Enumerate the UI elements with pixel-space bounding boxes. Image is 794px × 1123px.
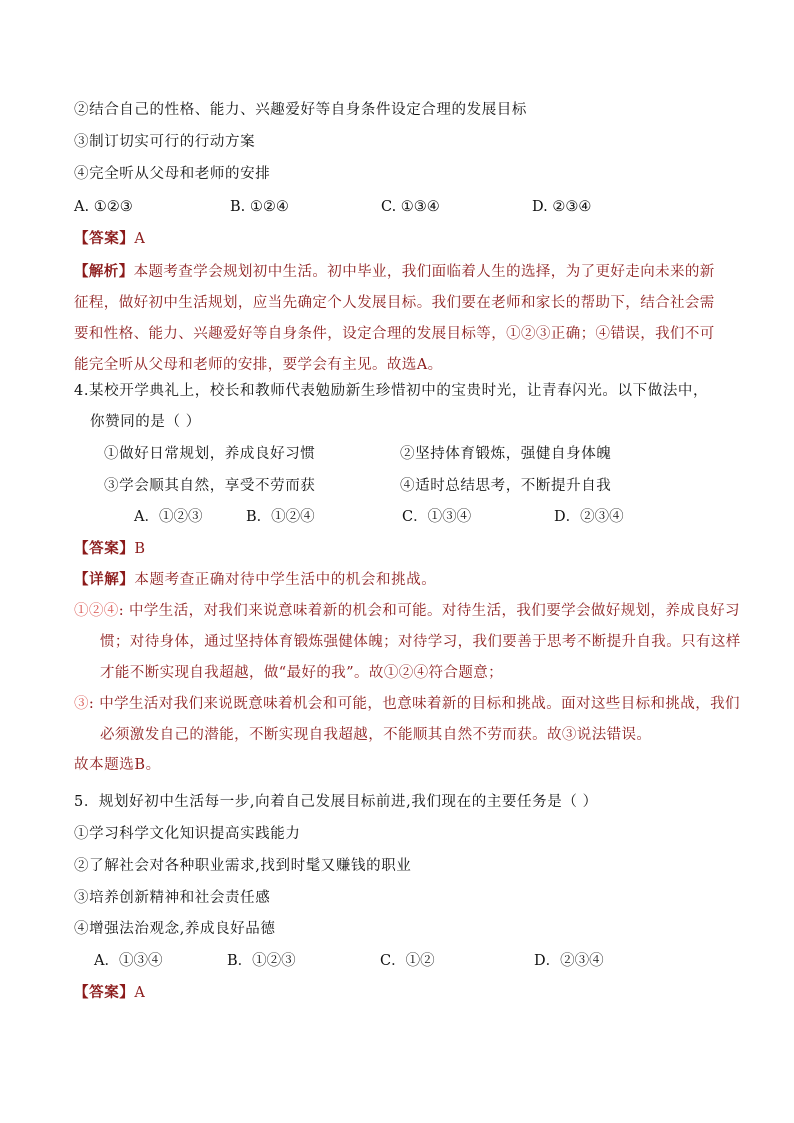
q3-analysis-label: 【解析】 xyxy=(74,263,134,280)
q4-stem-line-1: 4.某校开学典礼上，校长和教师代表勉励新生珍惜初中的宝贵时光，让青春闪光。以下做法中， xyxy=(74,383,709,399)
q4-answer xyxy=(74,539,146,559)
q4-statement-1: ①做好日常规划，养成良好习惯 xyxy=(104,446,316,462)
q3-option-d: D. ②③④ xyxy=(532,199,592,215)
q3-answer xyxy=(74,229,145,249)
q4-point-2-text: : 中学生活对我们来说既意味着机会和可能，也意味着新的目标和挑战。面对这些目标和挑战，我们必须激发自己的潜能，不断实现自我超越，不能顺其自然不劳而获。故③说法错误。 xyxy=(88,696,740,743)
q3-option-b: B. ①②④ xyxy=(230,199,289,215)
q5-statement-3: ③培养创新精神和社会责任感 xyxy=(74,890,271,906)
q3-answer-value: A xyxy=(134,231,146,247)
q5-answer xyxy=(74,983,145,1003)
q4-option-d: D．②③④ xyxy=(554,509,624,525)
q4-point-1-ref: ①②④ xyxy=(74,603,119,619)
q3-statement-3: ③制订切实可行的行动方案 xyxy=(74,134,256,150)
q4-point-2 xyxy=(74,689,750,751)
q3-statement-4: ④完全听从父母和老师的安排 xyxy=(74,166,271,182)
q4-options xyxy=(134,507,714,527)
q3-statement-2: ②结合自己的性格、能力、兴趣爱好等自身条件设定合理的发展目标 xyxy=(74,102,527,118)
q4-detail xyxy=(74,570,436,590)
q5-stem: 5．规划好初中生活每一步,向着自己发展目标前进,我们现在的主要任务是（ ） xyxy=(74,794,598,810)
q4-stem-line-2: 你赞同的是（ ） xyxy=(90,414,201,430)
q4-option-b: B．①②④ xyxy=(246,509,315,525)
q4-answer-label: 【答案】 xyxy=(74,540,135,557)
q4-statement-2: ②坚持体育锻炼，强健自身体魄 xyxy=(400,446,612,462)
q4-point-1-text: : 中学生活，对我们来说意味着新的机会和可能。对待生活，我们要学会做好规划，养成良好习惯；对待身体，通过坚持体育锻炼强健体魄；对待学习，我们要善于思考不断提升自我。只有这样才能不断实现自我超越，做“最好的我”。故①②④符合题意； xyxy=(100,603,741,681)
q5-option-b: B．①②③ xyxy=(227,953,296,969)
q3-answer-label: 【答案】 xyxy=(74,230,135,247)
q4-detail-text: 本题考查正确对待中学生活中的机会和挑战。 xyxy=(134,572,437,588)
q5-answer-label: 【答案】 xyxy=(74,984,135,1001)
q4-option-a: A．①②③ xyxy=(134,509,203,525)
q4-answer-value: B xyxy=(134,541,146,557)
q3-option-a: A. ①②③ xyxy=(74,199,133,215)
q3-analysis xyxy=(74,256,724,381)
q5-answer-value: A xyxy=(134,985,146,1001)
q5-statement-4: ④增强法治观念,养成良好品德 xyxy=(74,921,276,937)
q4-option-c: C．①③④ xyxy=(402,509,472,525)
q5-option-d: D．②③④ xyxy=(534,953,604,969)
q4-statement-3: ③学会顺其自然，享受不劳而获 xyxy=(104,478,316,494)
q3-options xyxy=(74,197,714,217)
q5-statement-2: ②了解社会对各种职业需求,找到时髦又赚钱的职业 xyxy=(74,858,412,874)
q4-statement-4: ④适时总结思考，不断提升自我 xyxy=(400,478,612,494)
q4-conclusion: 故本题选B。 xyxy=(74,757,161,773)
q5-statement-1: ①学习科学文化知识提高实践能力 xyxy=(74,826,301,842)
q3-option-c: C. ①③④ xyxy=(381,199,440,215)
q4-detail-label: 【详解】 xyxy=(74,571,135,588)
q5-option-a: A．①③④ xyxy=(94,953,163,969)
q5-options xyxy=(94,951,714,971)
q4-point-2-ref: ③ xyxy=(74,696,89,712)
q4-point-1 xyxy=(74,596,750,689)
q5-option-c: C．①② xyxy=(380,953,435,969)
q3-analysis-text: 本题考查学会规划初中生活。初中毕业，我们面临着人生的选择，为了更好走向未来的新征程，做好初中生活规划，应当先确定个人发展目标。我们要在老师和家长的帮助下，结合社会需要和性格、能力、兴趣爱好等自身条件，设定合理的发展目标等，①②③正确；④错误，我们不可能完全听从父母和老师的安排，要学会有主见。故选A。 xyxy=(74,264,715,373)
